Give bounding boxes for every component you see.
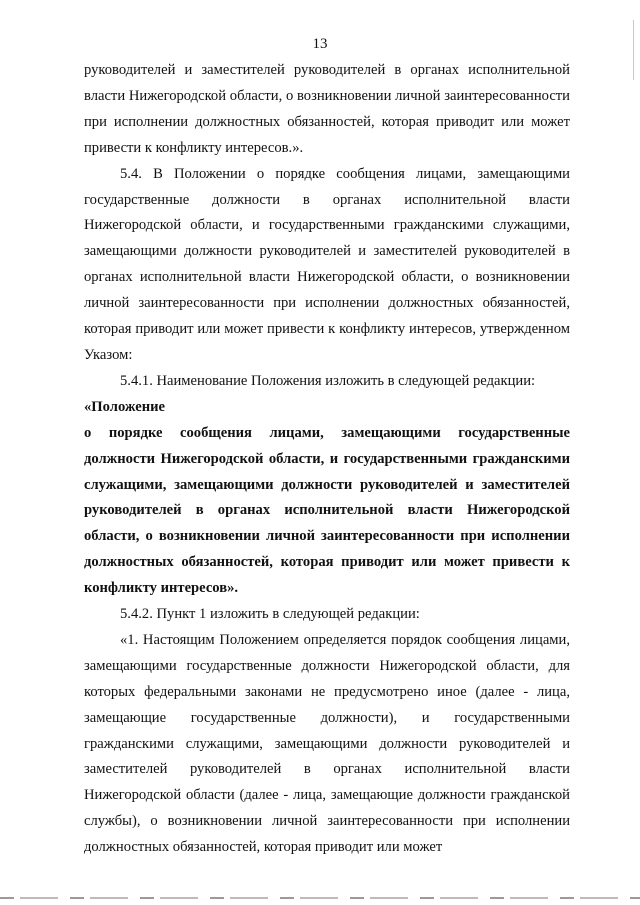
heading-title: «Положение [84, 398, 166, 415]
paragraph-point-1: «1. Настоящим Положением определяется порядок сообщения лицами, замещающими государственные должности Нижегородской области, для которых федеральными законами не предусмотрено иное (далее - лица, замещающие государственные должности), и государственными гражданскими служащими, замещающими должности руководителей и заместителей руководителей в органах исполнительной власти Нижегородской области (далее - лица, замещающие должности гражданской службы), о возникновении личной заинтересованности при исполнении должностных обязанностей, которая приводит или может [84, 631, 570, 856]
document-body [84, 58, 570, 861]
paragraph-5-4-1: 5.4.1. Наименование Положения изложить в следующей редакции: [120, 372, 536, 389]
heading-body: о порядке сообщения лицами, замещающими государственные должности Нижегородской области, и государственными гражданскими служащими, замещающими должности руководителей и заместителей руководителей в органах исполнительной власти Нижегородской области, о возникновении личной заинтересованности при исполнении должностных обязанностей, которая приводит или может привести к конфликту интересов». [84, 424, 570, 597]
scan-edge-line [633, 20, 634, 80]
scan-bottom-artifact [0, 897, 640, 899]
paragraph-5-4-2: 5.4.2. Пункт 1 изложить в следующей редакции: [120, 606, 420, 623]
page-number: 13 [312, 36, 328, 52]
paragraph-continuation: руководителей и заместителей руководителей в органах исполнительной власти Нижегородской области, о возникновении личной заинтересованности при исполнении должностных обязанностей, которая приводит или может привести к конфликту интересов.». [84, 62, 570, 156]
paragraph-5-4: 5.4. В Положении о порядке сообщения лицами, замещающими государственные должности в органах исполнительной власти Нижегородской области, и государственными гражданскими служащими, замещающими должности руководителей и заместителей руководителей в органах исполнительной власти Нижегородской области, о возникновении личной заинтересованности при исполнении должностных обязанностей, которая приводит или может привести к конфликту интересов, утвержденном Указом: [84, 165, 570, 363]
